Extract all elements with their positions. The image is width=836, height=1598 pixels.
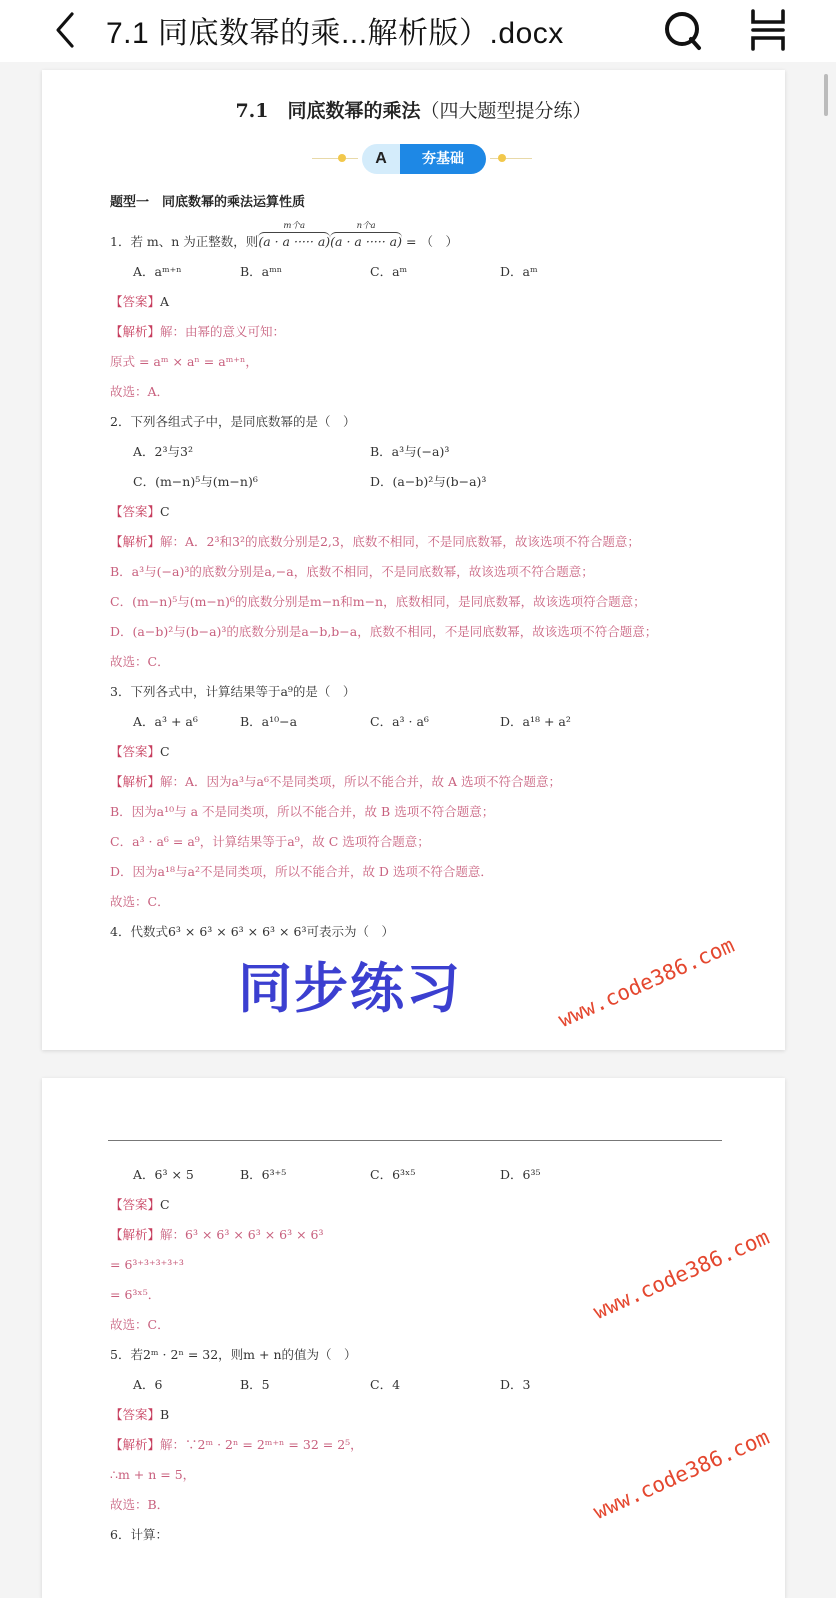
badge-text: 夯基础 [400,144,486,174]
dot-icon [498,154,506,162]
top-bar [0,0,836,62]
option-d: D．aᵐ [500,264,538,279]
brace-caption: n个a [356,221,376,231]
answer-label: 【答案】 [110,504,161,519]
explanation-line [110,347,745,377]
explanation-text: 故选：C． [110,894,170,909]
explanation-text: 解：6³ × 6³ × 6³ × 6³ × 6³ [160,1227,324,1242]
explanation-label: 【解析】 [110,534,161,549]
option-c: C．4 [370,1377,401,1392]
explanation-line [110,767,745,797]
answer-line [110,1190,745,1220]
page-1-content [110,188,745,947]
layout-icon [748,8,788,52]
explanation-text: D．(a−b)²与(b−a)³的底数分别是a−b,b−a，底数不相同，不是同底数幂，故该选项不符合题意； [110,624,658,639]
option-d: D．6³⁵ [500,1167,541,1182]
explanation-label: 【解析】 [110,324,161,339]
answer-value: C [160,744,170,759]
explanation-text: C．(m−n)⁵与(m−n)⁶的底数分别是m−n和m−n，底数相同，是同底数幂，故该选项符合题意； [110,594,646,609]
explanation-text: D．因为a¹⁸与a²不是同类项，所以不能合并，故 D 选项不符合题意． [110,864,493,879]
watermark-url: www.code386.com [589,1425,773,1525]
options-row [110,1370,745,1400]
explanation-label: 【解析】 [110,1227,161,1242]
explanation-text: 故选：B． [110,1497,170,1512]
overbrace [258,221,331,250]
answer-line [110,287,745,317]
explanation-text: B．因为a¹⁰与 a 不是同类项，所以不能合并，故 B 选项不符合题意； [110,804,495,819]
level-badge [312,144,532,174]
question-text: = （ ） [402,234,458,249]
answer-label: 【答案】 [110,294,161,309]
explanation-text: 故选：C． [110,1317,170,1332]
option-a: A．2³与3² [133,444,193,459]
divider [312,158,358,159]
explanation-text: 解：A．2³和3²的底数分别是2,3，底数不相同，不是同底数幂，故该选项不符合题意； [160,534,640,549]
question [110,917,745,947]
dot-icon [338,154,346,162]
option-b: D．(a−b)²与(b−a)³ [370,474,487,489]
search-button[interactable] [660,8,706,52]
explanation-line [110,1430,745,1460]
section-heading: 题型一 同底数幂的乘法运算性质 [110,195,306,210]
explanation-text: 解：∵2ᵐ · 2ⁿ = 2ᵐ⁺ⁿ = 32 = 2⁵， [160,1437,363,1452]
question-text: 5．若2ᵐ · 2ⁿ = 32，则m + n的值为（ ） [110,1347,357,1362]
option-a: A．6 [133,1377,163,1392]
option-a: A．6³ × 5 [133,1167,194,1182]
document-page-1 [42,70,785,1050]
question [110,1340,745,1370]
option-b: B．a³与(−a)³ [370,444,450,459]
question-text: 3．下列各式中，计算结果等于a⁹的是（ ） [110,684,356,699]
answer-value: B [160,1407,170,1422]
explanation-line [110,1220,745,1250]
badge-letter: A [362,144,400,174]
question-text: 4．代数式6³ × 6³ × 6³ × 6³ × 6³可表示为（ ） [110,924,394,939]
option-a: C．(m−n)⁵与(m−n)⁶ [133,474,258,489]
explanation-label: 【解析】 [110,1437,161,1452]
options-row [110,707,745,737]
brace-expression: (a · a ····· a) [330,234,403,249]
explanation-line [110,317,745,347]
header-rule [108,1140,722,1141]
back-chevron-icon [50,10,80,50]
explanation-line [110,797,745,827]
options-row [110,437,745,467]
watermark-url: www.code386.com [589,1225,773,1325]
option-c: C．aᵐ [370,264,408,279]
option-b: B．aᵐⁿ [240,264,283,279]
heading-main: 7.1 同底数幂的乘法 [235,100,421,122]
explanation-line [110,827,745,857]
option-d: D．a¹⁸ + a² [500,714,571,729]
answer-label: 【答案】 [110,1407,161,1422]
question-1 [110,221,745,257]
explanation-line [110,617,745,647]
divider [490,158,532,159]
explanation-text: 解：A．因为a³与a⁶不是同类项，所以不能合并，故 A 选项不符合题意； [160,774,561,789]
explanation-line [110,857,745,887]
option-c: C．a³ · a⁶ [370,714,429,729]
options-row [110,257,745,287]
layout-toggle-button[interactable] [748,8,788,52]
question [110,407,745,437]
answer-line [110,737,745,767]
explanation-text: = 6³ˣ⁵． [110,1287,161,1302]
explanation-text: 解：由幂的意义可知： [160,324,286,339]
brace-caption: m个a [283,221,306,231]
explanation-text: 故选：A． [110,384,170,399]
option-d: D．3 [500,1377,531,1392]
explanation-line [110,1310,745,1340]
option-a: A．aᵐ⁺ⁿ [133,264,182,279]
explanation-text: C．a³ · a⁶ = a⁹，计算结果等于a⁹，故 C 选项符合题意； [110,834,430,849]
explanation-line [110,527,745,557]
answer-line [110,497,745,527]
question [110,1520,745,1550]
explanation-text: 故选：C． [110,654,170,669]
explanation-line [110,587,745,617]
question-text: 6．计算： [110,1527,168,1542]
answer-label: 【答案】 [110,744,161,759]
option-b: B．5 [240,1377,270,1392]
brace-expression: (a · a ····· a) [258,234,331,249]
back-button[interactable] [50,10,80,50]
watermark-url: www.code386.com [554,933,738,1033]
watermark-title: 同步练习 [238,957,462,1020]
explanation-text: 原式 = aᵐ × aⁿ = aᵐ⁺ⁿ， [110,354,258,369]
option-c: C．6³ˣ⁵ [370,1167,416,1182]
explanation-line [110,887,745,917]
document-title: 7.1 同底数幂的乘...解析版）.docx [106,17,564,50]
search-icon [660,8,706,52]
question-text: 1．若 m、n 为正整数，则 [110,234,259,249]
overbrace [330,221,403,250]
explanation-text: = 6³⁺³⁺³⁺³⁺³ [110,1257,184,1272]
explanation-text: ∴m + n = 5， [110,1467,196,1482]
options-row [110,1160,745,1190]
answer-value: C [160,1197,170,1212]
explanation-line [110,647,745,677]
heading-sub: （四大题型提分练） [420,100,592,122]
option-b: B．6³⁺⁵ [240,1167,287,1182]
question [110,677,745,707]
options-row [110,467,745,497]
explanation-line [110,377,745,407]
explanation-text: B．a³与(−a)³的底数分别是a,−a，底数不相同，不是同底数幂，故该选项不符合题意； [110,564,594,579]
answer-value: C [160,504,170,519]
document-heading [42,96,785,123]
explanation-line [110,557,745,587]
answer-value: A [160,294,170,309]
answer-line [110,1400,745,1430]
option-b: B．a¹⁰−a [240,714,298,729]
answer-label: 【答案】 [110,1197,161,1212]
option-a: A．a³ + a⁶ [133,714,198,729]
question-text: 2．下列各组式子中，是同底数幂的是（ ） [110,414,356,429]
document-page-2 [42,1078,785,1598]
explanation-label: 【解析】 [110,774,161,789]
scrollbar[interactable] [824,74,828,116]
